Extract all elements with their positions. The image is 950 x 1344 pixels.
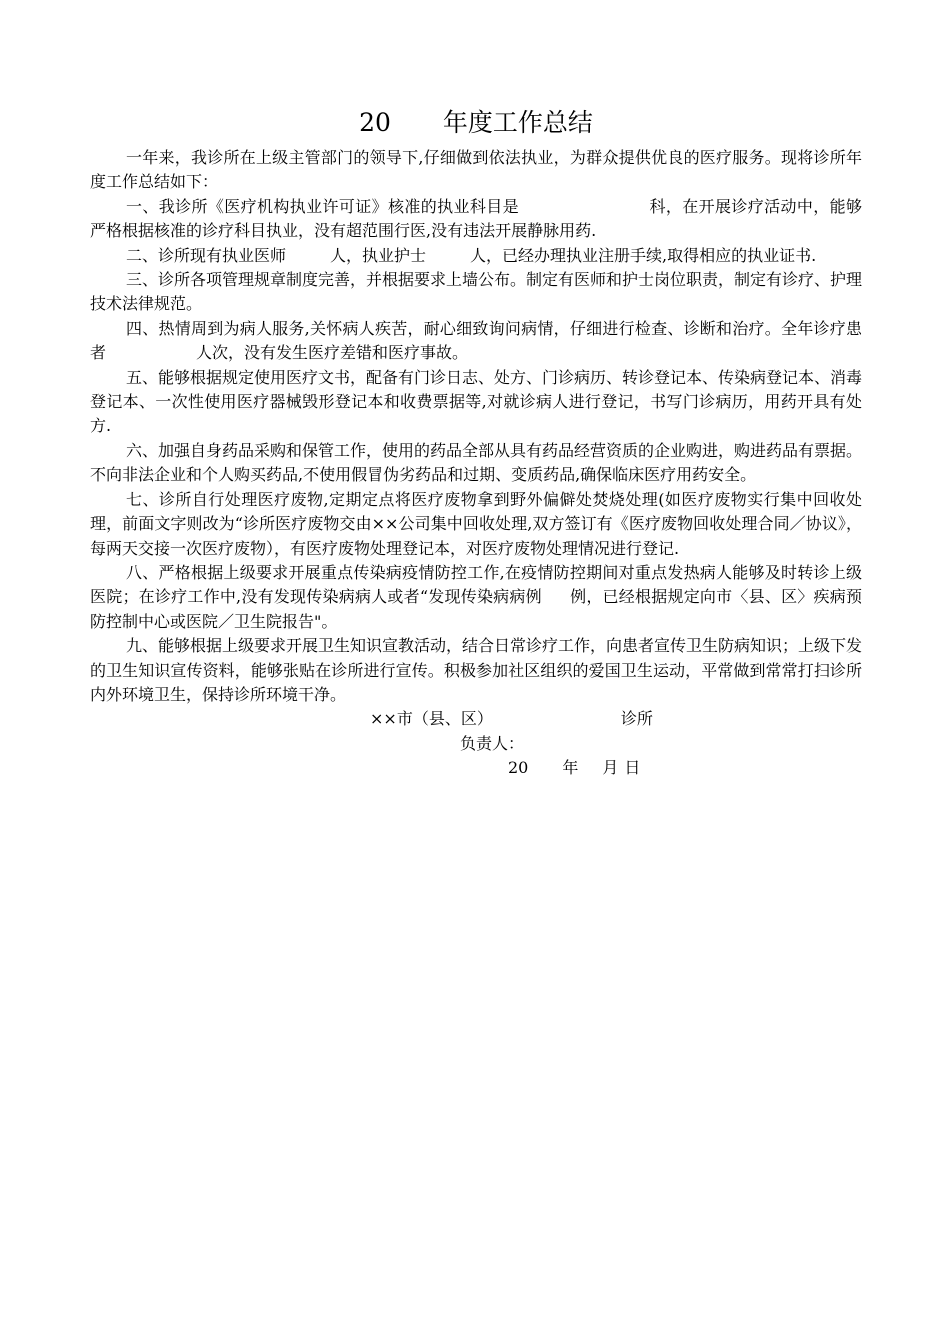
paragraph-2 [90,244,862,268]
date-day-char: 日 [624,758,641,778]
paragraph-intro: 一年来，我诊所在上级主管部门的领导下,仔细做到依法执业，为群众提供优良的医疗服务。现将诊所年度工作总结如下： [90,148,862,192]
paragraph-9: 九、能够根据上级要求开展卫生知识宣教活动，结合日常诊疗工作，向患者宣传卫生防病知识；上级下发的卫生知识宣传资料，能够张贴在诊所进行宣传。积极参加社区组织的爱国卫生运动，平常做到常常打扫诊所内外环境卫生，保持诊所环境干净。 [90,636,863,704]
signature-person-line [90,732,862,756]
paragraph-5: 五、能够根据规定使用医疗文书，配备有门诊日志、处方、门诊病历、转诊登记本、传染病登记本、消毒登记本、一次性使用医疗器械毁形登记本和收费票据等,对就诊病人进行登记，书写门诊病历，用药开具有处方. [90,367,863,436]
paragraph-1 [90,195,862,244]
paragraph-1-text-a: 一、我诊所《医疗机构执业许可证》核准的执业科目是 [126,196,520,216]
title-text: 年度工作总结 [442,108,593,137]
paragraph-2-text-a: 二、诊所现有执业医师 [126,245,287,265]
signature-org-region: ××市（县、区） [370,709,493,729]
paragraph-1-text-b: 科，在开展诊疗活动中，能够严格根据核准的诊疗科目执业，没有超范围行医,没有违法开展静脉用药. [90,196,862,241]
paragraph-8-text-b: 例，已经根据规定向市〈县、区〉疾病预防控制中心或医院／卫生院报告"。 [90,587,862,631]
paragraph-2-text-b: 人，执业护士 [330,245,427,265]
signature-org-line [90,707,862,731]
signature-date [508,756,640,780]
document-title [90,100,862,146]
paragraph-8-text-a: 八、严格根据上级要求开展重点传染病疫情防控工作,在疫情防控期间对重点发热病人能够及时转诊上级医院；在诊疗工作中,没有发现传染病病人或者“发现传染病病例 [90,562,862,607]
paragraph-7: 七、诊所自行处理医疗废物,定期定点将医疗废物拿到野外偏僻处焚烧处理(如医疗废物实行集中回收处理，前面文字则改为“诊所医疗废物交由××公司集中回收处理,双方签订有《医疗废物回收处理合同／协议》，每两天交接一次医疗废物），有医疗废物处理登记本，对医疗废物处理情况进行登记. [90,489,862,558]
signature-org [370,707,653,731]
date-year-char: 年 [562,758,579,778]
date-month-char: 月 [602,758,619,778]
paragraph-2-text-c: 人，已经办理执业注册手续,取得相应的执业证书. [470,245,817,265]
signature-org-clinic: 诊所 [620,709,653,729]
paragraph-8 [90,561,862,634]
title-year-prefix: 20 [359,108,391,137]
paragraph-4-text-a: 四、热情周到为病人服务,关怀病人疾苦，耐心细致询问病情，仔细进行检查、诊断和治疗。全年诊疗患者 [90,318,862,363]
paragraph-3: 三、诊所各项管理规章制度完善，并根据要求上墙公布。制定有医师和护士岗位职责，制定有诊疗、护理技术法律规范。 [90,270,863,314]
signature-person: 负责人： [460,733,525,753]
paragraph-4-text-b: 人次，没有发生医疗差错和医疗事故。 [196,343,469,363]
document-page [90,100,862,781]
date-year: 20 [508,758,529,778]
signature-date-line [90,756,862,780]
paragraph-4 [90,317,862,366]
paragraph-6: 六、加强自身药品采购和保管工作，使用的药品全部从具有药品经营资质的企业购进，购进药品有票据。不向非法企业和个人购买药品,不使用假冒伪劣药品和过期、变质药品,确保临床医疗用药安全。 [90,440,863,485]
